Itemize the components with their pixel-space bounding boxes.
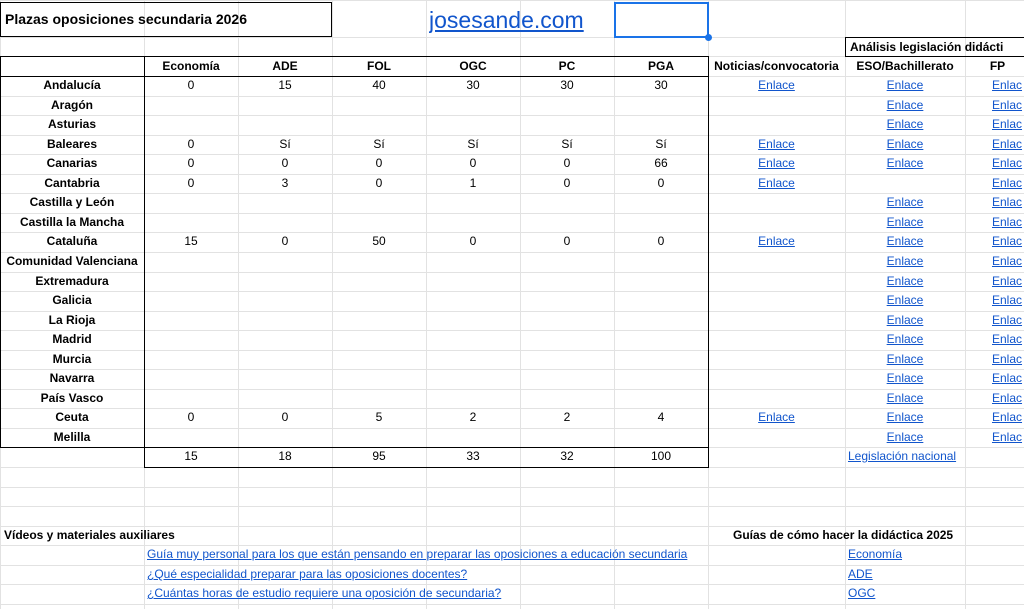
value-cell: 1 <box>469 176 477 190</box>
eso-link[interactable]: Enlace <box>886 332 924 346</box>
total-cell: 33 <box>466 449 480 463</box>
value-cell: 0 <box>281 410 289 424</box>
noticias-link[interactable] <box>708 330 845 349</box>
value-cell: 15 <box>184 234 198 248</box>
eso-link[interactable]: Enlace <box>886 313 924 327</box>
fp-link[interactable]: Enlac <box>992 195 1023 209</box>
value-cell <box>332 193 426 212</box>
total-cell: 32 <box>560 449 574 463</box>
column-header-4: PC <box>558 59 576 73</box>
value-cell: 2 <box>563 410 571 424</box>
value-cell: 0 <box>281 234 289 248</box>
guides-heading: Guías de cómo hacer la didáctica 2025 <box>733 528 954 542</box>
region-label: Aragón <box>51 98 93 112</box>
region-label: La Rioja <box>48 313 96 327</box>
noticias-link[interactable] <box>708 291 845 310</box>
fp-link[interactable]: Enlac <box>992 78 1023 92</box>
noticias-link[interactable] <box>708 311 845 330</box>
fp-link[interactable]: Enlac <box>992 293 1023 307</box>
value-cell <box>426 193 520 212</box>
value-cell: 0 <box>375 176 383 190</box>
region-label: Castilla y León <box>29 195 115 209</box>
noticias-link[interactable] <box>708 350 845 369</box>
value-cell: 0 <box>187 176 195 190</box>
value-cell <box>144 291 238 310</box>
value-cell <box>144 213 238 232</box>
eso-link[interactable]: Enlace <box>886 78 924 92</box>
column-header-8: FP <box>989 59 1006 73</box>
value-cell <box>426 213 520 232</box>
value-cell <box>144 311 238 330</box>
value-cell <box>238 311 332 330</box>
value-cell: 0 <box>187 137 195 151</box>
fp-link[interactable]: Enlac <box>992 371 1023 385</box>
value-cell <box>520 291 614 310</box>
value-cell: 50 <box>372 234 386 248</box>
value-cell <box>614 272 708 291</box>
eso-link[interactable]: Enlace <box>886 293 924 307</box>
eso-link[interactable]: Enlace <box>886 195 924 209</box>
value-cell <box>332 96 426 115</box>
value-cell <box>332 350 426 369</box>
gridline-horizontal <box>0 604 1024 605</box>
value-cell <box>332 428 426 447</box>
video-link-2[interactable]: ¿Cuántas horas de estudio requiere una oposición de secundaria? <box>147 586 502 600</box>
value-cell: 0 <box>563 176 571 190</box>
eso-link[interactable]: Enlace <box>886 98 924 112</box>
value-cell: 0 <box>469 156 477 170</box>
noticias-link[interactable]: Enlace <box>758 410 795 424</box>
fill-handle[interactable] <box>705 34 712 41</box>
column-header-2: FOL <box>367 59 391 73</box>
value-cell <box>144 193 238 212</box>
eso-link[interactable]: Enlace <box>886 234 924 248</box>
value-cell <box>144 272 238 291</box>
region-label: Asturias <box>47 117 97 131</box>
value-cell: 0 <box>657 234 665 248</box>
fp-link[interactable]: Enlac <box>992 410 1023 424</box>
videos-heading: Vídeos y materiales auxiliares <box>4 528 175 542</box>
value-cell: 2 <box>469 410 477 424</box>
value-cell: Sí <box>279 137 291 151</box>
value-cell <box>520 369 614 388</box>
guide-link-1[interactable]: ADE <box>848 567 873 581</box>
selected-cell[interactable] <box>614 2 709 38</box>
region-label: Murcia <box>52 352 92 366</box>
eso-link[interactable] <box>845 174 965 193</box>
value-cell <box>238 193 332 212</box>
column-header-6: Noticias/convocatoria <box>714 59 839 73</box>
column-header-5: PGA <box>647 59 674 73</box>
value-cell: 3 <box>281 176 289 190</box>
value-cell <box>332 330 426 349</box>
value-cell <box>614 291 708 310</box>
region-label: Andalucía <box>43 78 101 92</box>
value-cell <box>144 389 238 408</box>
value-cell <box>520 96 614 115</box>
value-cell <box>144 252 238 271</box>
value-cell <box>238 389 332 408</box>
value-cell: 30 <box>466 78 480 92</box>
value-cell: 30 <box>560 78 574 92</box>
value-cell <box>144 330 238 349</box>
value-cell <box>332 389 426 408</box>
value-cell <box>426 115 520 134</box>
fp-link[interactable]: Enlac <box>992 215 1023 229</box>
noticias-link[interactable] <box>708 272 845 291</box>
value-cell <box>614 330 708 349</box>
analysis-header: Análisis legislación didácti <box>850 40 1004 54</box>
guide-link-0[interactable]: Economía <box>848 547 903 561</box>
page-title: Plazas oposiciones secundaria 2026 <box>0 2 332 37</box>
eso-link[interactable]: Enlace <box>886 215 924 229</box>
value-cell <box>520 115 614 134</box>
column-header-7: ESO/Bachillerato <box>856 59 954 73</box>
column-header-0: Economía <box>162 59 220 73</box>
noticias-link[interactable] <box>708 96 845 115</box>
value-cell <box>614 193 708 212</box>
region-label: Madrid <box>52 332 92 346</box>
value-cell: 0 <box>187 78 195 92</box>
value-cell <box>426 428 520 447</box>
gridline-horizontal <box>0 506 1024 507</box>
value-cell: Sí <box>467 137 479 151</box>
eso-link[interactable]: Enlace <box>886 274 924 288</box>
eso-link[interactable]: Enlace <box>886 352 924 366</box>
value-cell <box>144 428 238 447</box>
value-cell <box>238 350 332 369</box>
value-cell <box>144 350 238 369</box>
value-cell: 0 <box>375 156 383 170</box>
fp-link[interactable]: Enlac <box>992 430 1023 444</box>
column-header-3: OGC <box>459 59 487 73</box>
fp-link[interactable]: Enlac <box>992 332 1023 346</box>
value-cell <box>332 272 426 291</box>
gridline-horizontal <box>0 0 1024 1</box>
value-cell: 0 <box>563 234 571 248</box>
guide-link-2[interactable]: OGC <box>848 586 876 600</box>
value-cell: 0 <box>187 410 195 424</box>
value-cell <box>520 252 614 271</box>
noticias-link[interactable]: Enlace <box>758 234 795 248</box>
value-cell <box>426 291 520 310</box>
fp-link[interactable]: Enlac <box>992 274 1023 288</box>
value-cell: 66 <box>654 156 668 170</box>
eso-link[interactable]: Enlace <box>886 156 924 170</box>
total-cell: 100 <box>650 449 672 463</box>
video-link-0[interactable]: Guía muy personal para los que están pensando en preparar las oposiciones a educación secundaria <box>147 547 688 561</box>
value-cell <box>614 369 708 388</box>
value-cell: 0 <box>187 156 195 170</box>
value-cell <box>238 213 332 232</box>
fp-link[interactable]: Enlac <box>992 391 1023 405</box>
value-cell <box>520 330 614 349</box>
value-cell <box>426 350 520 369</box>
value-cell <box>614 311 708 330</box>
region-label: Ceuta <box>55 410 89 424</box>
value-cell <box>520 428 614 447</box>
noticias-link[interactable] <box>708 193 845 212</box>
noticias-link[interactable] <box>708 428 845 447</box>
value-cell <box>238 291 332 310</box>
region-label: Cantabria <box>44 176 100 190</box>
value-cell <box>426 389 520 408</box>
value-cell <box>614 350 708 369</box>
value-cell: 0 <box>563 156 571 170</box>
eso-link[interactable]: Enlace <box>886 391 924 405</box>
eso-link[interactable]: Enlace <box>886 137 924 151</box>
fp-link[interactable]: Enlac <box>992 176 1023 190</box>
region-label: Canarias <box>46 156 98 170</box>
value-cell <box>614 252 708 271</box>
eso-link[interactable]: Enlace <box>886 430 924 444</box>
value-cell <box>426 272 520 291</box>
noticias-link[interactable] <box>708 369 845 388</box>
region-label: Castilla la Mancha <box>19 215 125 229</box>
fp-link[interactable]: Enlac <box>992 137 1023 151</box>
value-cell <box>144 369 238 388</box>
value-cell <box>332 115 426 134</box>
value-cell: Sí <box>373 137 385 151</box>
value-cell <box>614 213 708 232</box>
fp-link[interactable]: Enlac <box>992 156 1023 170</box>
region-label: Extremadura <box>35 274 109 288</box>
value-cell: 40 <box>372 78 386 92</box>
value-cell <box>520 311 614 330</box>
site-link[interactable]: josesande.com <box>429 7 584 33</box>
region-label: Melilla <box>53 430 91 444</box>
value-cell <box>614 389 708 408</box>
region-label: Galicia <box>52 293 92 307</box>
total-cell: 18 <box>278 449 292 463</box>
gridline-horizontal <box>0 487 1024 488</box>
value-cell: 15 <box>278 78 292 92</box>
value-cell <box>332 213 426 232</box>
total-cell: 15 <box>184 449 198 463</box>
value-cell <box>520 213 614 232</box>
eso-link[interactable]: Enlace <box>886 371 924 385</box>
fp-link[interactable]: Enlac <box>992 117 1023 131</box>
value-cell <box>520 193 614 212</box>
region-label: Baleares <box>46 137 98 151</box>
value-cell <box>144 115 238 134</box>
value-cell: 0 <box>657 176 665 190</box>
value-cell <box>238 96 332 115</box>
value-cell: 0 <box>281 156 289 170</box>
noticias-link[interactable] <box>708 213 845 232</box>
value-cell: Sí <box>561 137 573 151</box>
value-cell <box>426 252 520 271</box>
value-cell: 0 <box>469 234 477 248</box>
value-cell <box>238 272 332 291</box>
value-cell <box>520 350 614 369</box>
value-cell <box>520 389 614 408</box>
value-cell <box>426 330 520 349</box>
noticias-link[interactable]: Enlace <box>758 156 795 170</box>
value-cell: 30 <box>654 78 668 92</box>
noticias-link[interactable]: Enlace <box>758 137 795 151</box>
noticias-link[interactable] <box>708 115 845 134</box>
value-cell <box>332 252 426 271</box>
region-label: Navarra <box>49 371 95 385</box>
fp-link[interactable]: Enlac <box>992 98 1023 112</box>
noticias-link[interactable]: Enlace <box>758 78 795 92</box>
video-link-1[interactable]: ¿Qué especialidad preparar para las oposiciones docentes? <box>147 567 468 581</box>
value-cell <box>520 272 614 291</box>
value-cell: 4 <box>657 410 665 424</box>
value-cell <box>614 428 708 447</box>
value-cell <box>332 291 426 310</box>
value-cell <box>238 428 332 447</box>
fp-link[interactable]: Enlac <box>992 352 1023 366</box>
gridline-horizontal <box>0 467 1024 468</box>
value-cell <box>144 96 238 115</box>
value-cell <box>426 96 520 115</box>
value-cell <box>614 96 708 115</box>
value-cell: 5 <box>375 410 383 424</box>
noticias-link[interactable] <box>708 252 845 271</box>
value-cell <box>614 115 708 134</box>
fp-link[interactable]: Enlac <box>992 254 1023 268</box>
eso-link[interactable]: Enlace <box>886 410 924 424</box>
noticias-link[interactable]: Enlace <box>758 176 795 190</box>
region-label: País Vasco <box>40 391 104 405</box>
region-label: Comunidad Valenciana <box>6 254 138 268</box>
region-label: Cataluña <box>46 234 98 248</box>
value-cell <box>238 115 332 134</box>
value-cell <box>426 369 520 388</box>
gridline-vertical <box>965 0 966 609</box>
fp-link[interactable]: Enlac <box>992 313 1023 327</box>
value-cell <box>332 369 426 388</box>
national-legislation-link[interactable]: Legislación nacional <box>848 449 957 463</box>
fp-link[interactable]: Enlac <box>992 234 1023 248</box>
value-cell <box>238 252 332 271</box>
eso-link[interactable]: Enlace <box>886 117 924 131</box>
value-cell <box>332 311 426 330</box>
value-cell <box>426 311 520 330</box>
value-cell <box>238 369 332 388</box>
total-cell: 95 <box>372 449 386 463</box>
column-header-1: ADE <box>272 59 298 73</box>
value-cell: Sí <box>655 137 667 151</box>
noticias-link[interactable] <box>708 389 845 408</box>
eso-link[interactable]: Enlace <box>886 254 924 268</box>
value-cell <box>238 330 332 349</box>
